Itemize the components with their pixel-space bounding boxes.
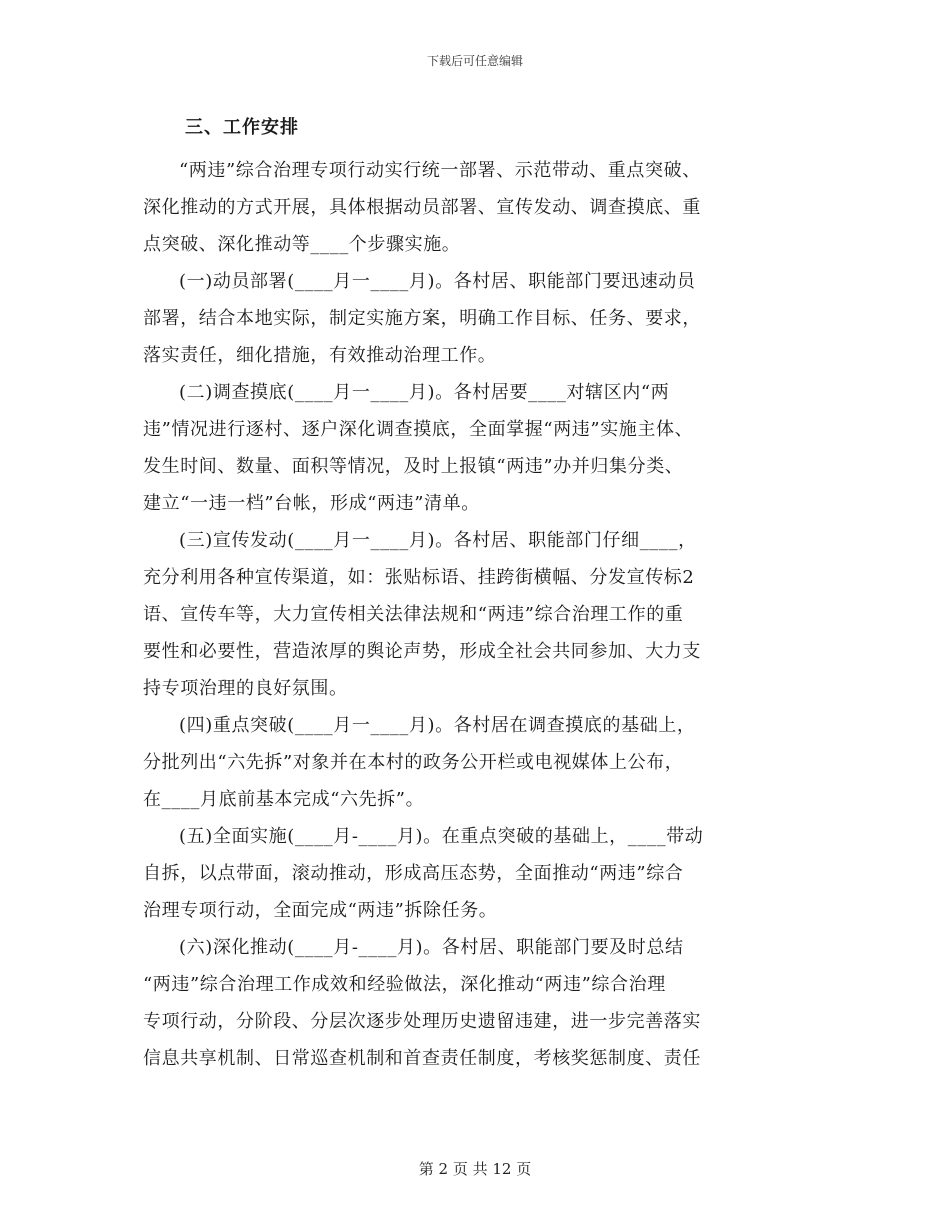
paragraph <box>143 929 813 1077</box>
paragraph-line: (一)动员部署(____月一____月)。各村居、职能部门要迅速动员 <box>179 271 696 292</box>
paragraph-line: 点突破、深化推动等____个步骤实施。 <box>143 234 461 255</box>
document-body <box>143 100 813 1077</box>
paragraph-line: 在____月底前基本完成“六先拆”。 <box>143 789 425 810</box>
paragraph-line: “两违”综合治理专项行动实行统一部署、示范带动、重点突破、 <box>179 160 701 181</box>
page-header-note: 下载后可任意编辑 <box>426 54 523 68</box>
paragraph-line: 持专项治理的良好氛围。 <box>143 678 348 699</box>
paragraph-line: 自拆，以点带面，滚动推动，形成高压态势，全面推动“两违”综合 <box>143 863 684 884</box>
paragraph-line: (六)深化推动(____月-____月)。各村居、职能部门要及时总结 <box>179 937 684 958</box>
page-number: 第 2 页 共 12 页 <box>418 1160 532 1178</box>
paragraph-line: (四)重点突破(____月一____月)。各村居在调查摸底的基础上， <box>179 715 696 736</box>
section-title: 三、工作安排 <box>185 117 299 138</box>
paragraph <box>143 818 813 929</box>
paragraph-line: (五)全面实施(____月-____月)。在重点突破的基础上，____带动 <box>179 826 704 847</box>
paragraph <box>143 707 813 818</box>
paragraph-line: 语、宣传车等，大力宣传相关法律法规和“两违”综合治理工作的重 <box>143 604 684 625</box>
paragraph-line: 建立“一违一档”台帐，形成“两违”清单。 <box>143 493 480 514</box>
paragraph-line: 信息共享机制、日常巡查机制和首查责任制度，考核奖惩制度、责任 <box>143 1048 701 1069</box>
paragraph <box>143 522 813 707</box>
paragraph <box>143 374 813 522</box>
paragraph-line: 要性和必要性，营造浓厚的舆论声势，形成全社会共同参加、大力支 <box>143 641 701 662</box>
paragraph <box>143 152 813 263</box>
paragraph-line: 治理专项行动，全面完成“两违”拆除任务。 <box>143 900 498 921</box>
paragraph-line: 违”情况进行逐村、逐户深化调查摸底，全面掌握“两违”实施主体、 <box>143 419 694 440</box>
paragraph-line: 部署，结合本地实际，制定实施方案，明确工作目标、任务、要求， <box>143 308 701 329</box>
paragraph-line: (二)调查摸底(____月一____月)。各村居要____对辖区内“两 <box>179 382 670 403</box>
paragraph <box>143 263 813 374</box>
paragraph-line: 深化推动的方式开展，具体根据动员部署、宣传发动、调查摸底、重 <box>143 197 701 218</box>
paragraph-line: 充分利用各种宣传渠道，如：张贴标语、挂跨街横幅、分发宣传标2 <box>143 567 695 588</box>
paragraph-line: 发生时间、数量、面积等情况，及时上报镇“两违”办并归集分类、 <box>143 456 684 477</box>
paragraph-line: 分批列出“六先拆”对象并在本村的政务公开栏或电视媒体上公布， <box>143 752 684 773</box>
paragraph-line: 专项行动，分阶段、分层次逐步处理历史遗留违建，进一步完善落实 <box>143 1011 701 1032</box>
paragraph-line: “两违”综合治理工作成效和经验做法，深化推动“两违”综合治理 <box>143 974 666 995</box>
paragraph-list <box>143 152 813 1077</box>
paragraph-line: 落实责任，细化措施，有效推动治理工作。 <box>143 345 497 366</box>
paragraph-line: (三)宣传发动(____月一____月)。各村居、职能部门仔细____， <box>179 530 697 551</box>
